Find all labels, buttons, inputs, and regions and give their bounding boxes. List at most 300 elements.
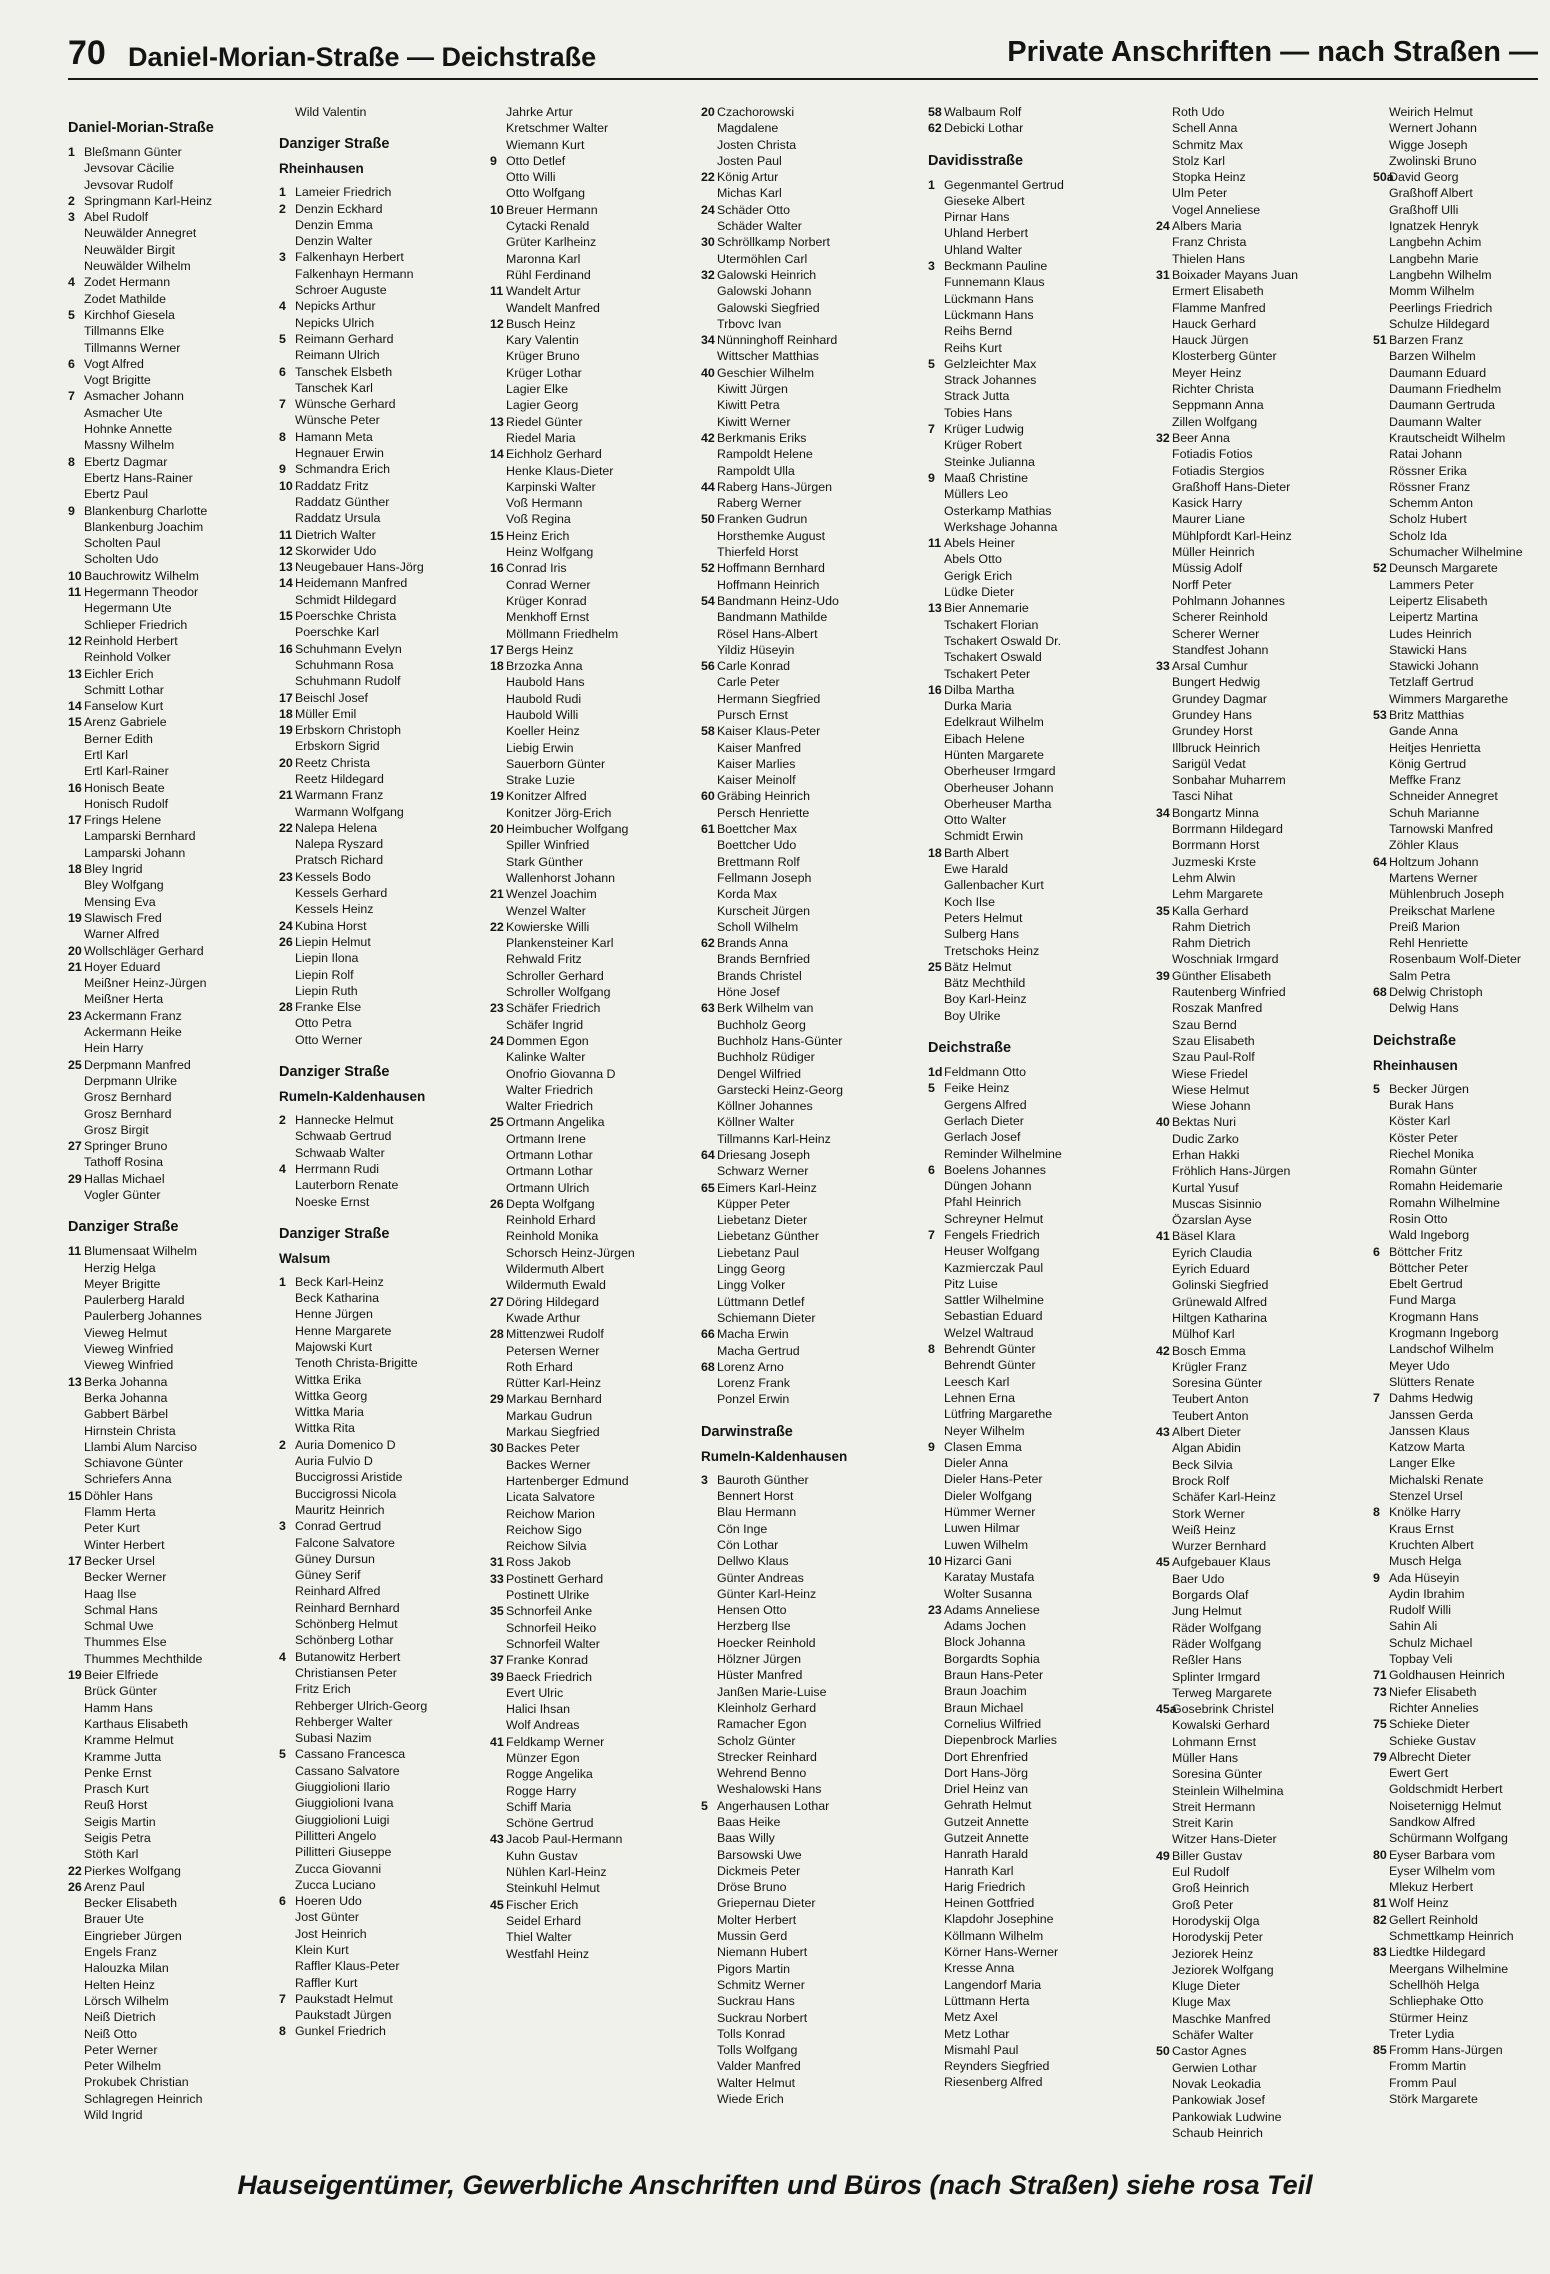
resident-entry — [1373, 1651, 1548, 1667]
resident-name: Lagier Georg — [506, 398, 579, 413]
resident-entry — [68, 1683, 280, 1699]
resident-entry — [279, 1486, 491, 1502]
house-number: 15 — [68, 715, 82, 730]
resident-name: Blau Hermann — [717, 1505, 797, 1520]
resident-entry — [701, 1310, 913, 1326]
resident-name: Raffler Klaus-Peter — [295, 1959, 400, 1974]
resident-name: Hensen Otto — [717, 1603, 787, 1618]
resident-name: Tanschek Karl — [295, 380, 373, 395]
resident-entry — [1373, 1374, 1548, 1390]
resident-entry — [701, 772, 913, 788]
resident-entry — [701, 1212, 913, 1228]
house-number: 16 — [279, 641, 293, 656]
house-number: 64 — [1373, 854, 1387, 869]
resident-entry — [490, 1326, 702, 1342]
resident-name: Bleßmann Günter — [84, 145, 182, 159]
resident-entry — [701, 2091, 913, 2107]
house-number: 11 — [928, 536, 942, 551]
resident-entry — [68, 1732, 280, 1748]
resident-name: Geschier Wilhelm — [717, 365, 815, 380]
resident-name: Kwade Arthur — [506, 1310, 581, 1325]
house-number: 26 — [490, 1196, 504, 1211]
resident-entry — [490, 1245, 702, 1261]
resident-entry — [68, 568, 280, 584]
resident-entry — [1156, 381, 1368, 397]
house-number: 61 — [701, 822, 715, 837]
resident-name: Schroer Auguste — [295, 283, 387, 298]
resident-name: Eul Rudolf — [1172, 1865, 1230, 1880]
house-number: 17 — [279, 690, 293, 705]
resident-entry — [1156, 283, 1368, 299]
resident-entry — [701, 1553, 913, 1569]
resident-entry — [1373, 1895, 1548, 1911]
resident-entry — [1373, 1602, 1548, 1618]
resident-name: Metz Lothar — [944, 2026, 1010, 2041]
resident-entry — [1156, 1310, 1368, 1326]
resident-entry — [1373, 1407, 1548, 1423]
resident-entry — [928, 1374, 1140, 1390]
resident-entry — [68, 1292, 280, 1308]
resident-name: Ortmann Lothar — [506, 1164, 593, 1179]
resident-name: Eichler Erich — [84, 666, 154, 681]
resident-name: Golinski Siegfried — [1172, 1278, 1269, 1293]
resident-entry — [490, 1799, 702, 1815]
street-heading: Deichstraße — [928, 1040, 1012, 1057]
resident-entry — [1156, 560, 1368, 576]
house-number: 24 — [490, 1033, 504, 1048]
resident-name: Falkenhayn Hermann — [295, 266, 414, 281]
resident-entry — [928, 1700, 1140, 1716]
resident-name: Sarigül Vedat — [1172, 756, 1246, 771]
resident-entry — [928, 1895, 1140, 1911]
resident-name: Reihs Bernd — [944, 324, 1013, 339]
resident-name: Kretschmer Walter — [506, 121, 609, 136]
resident-entry — [68, 1749, 280, 1765]
resident-entry — [68, 1537, 280, 1553]
resident-entry — [68, 698, 280, 714]
resident-name: Rehl Henriette — [1389, 936, 1469, 951]
resident-name: Reinhold Monika — [506, 1229, 599, 1244]
house-number: 1 — [279, 1274, 286, 1289]
resident-name: Reimann Ulrich — [295, 348, 380, 363]
resident-name: Giuggiolioni Ilario — [295, 1780, 391, 1795]
resident-name: Schumacher Wilhelmine — [1389, 545, 1523, 560]
resident-name: Schlagregen Heinrich — [84, 2091, 203, 2106]
resident-entry — [1373, 1570, 1548, 1586]
resident-entry — [1156, 1750, 1368, 1766]
resident-name: Sattler Wilhelmine — [944, 1293, 1044, 1308]
resident-entry — [1373, 1618, 1548, 1634]
resident-name: Schell Anna — [1172, 121, 1238, 136]
resident-entry — [928, 1243, 1140, 1259]
house-number: 63 — [701, 1001, 715, 1016]
resident-entry — [490, 740, 702, 756]
resident-entry — [490, 854, 702, 870]
house-number: 42 — [701, 430, 715, 445]
resident-entry — [490, 202, 702, 218]
resident-name: Tschakert Peter — [944, 666, 1031, 681]
column-3 — [490, 104, 702, 2164]
resident-name: Hannecke Helmut — [295, 1113, 394, 1128]
resident-name: Luwen Hilmar — [944, 1521, 1020, 1536]
resident-entry — [279, 2023, 491, 2039]
resident-entry — [1373, 837, 1548, 853]
resident-entry — [928, 437, 1140, 453]
resident-name: Nühlen Karl-Heinz — [506, 1865, 607, 1880]
resident-entry — [68, 1488, 280, 1504]
resident-name: Kiwitt Werner — [717, 414, 791, 429]
resident-entry — [928, 943, 1140, 959]
resident-entry — [928, 584, 1140, 600]
resident-name: Haag Ilse — [84, 1586, 137, 1601]
resident-entry — [1373, 2010, 1548, 2026]
resident-entry — [1373, 1390, 1548, 1406]
resident-name: Jevsovar Rudolf — [84, 177, 173, 192]
house-number: 3 — [68, 210, 75, 225]
resident-entry — [1373, 544, 1548, 560]
resident-entry — [490, 185, 702, 201]
resident-name: Warner Alfred — [84, 927, 160, 942]
resident-entry — [1156, 1603, 1368, 1619]
resident-name: Daumann Walter — [1389, 414, 1482, 429]
resident-name: Hermann Siegfried — [717, 691, 821, 706]
resident-entry — [1156, 1489, 1368, 1505]
resident-name: Grosz Bernhard — [84, 1106, 172, 1121]
resident-name: Leesch Karl — [944, 1374, 1010, 1389]
resident-name: Böttcher Peter — [1389, 1260, 1469, 1275]
house-number: 5 — [279, 1747, 286, 1762]
resident-name: Boelens Johannes — [944, 1162, 1046, 1177]
resident-name: Maaß Christine — [944, 470, 1029, 485]
resident-entry — [1156, 2092, 1368, 2108]
house-number: 2 — [279, 201, 286, 216]
resident-entry — [1373, 153, 1548, 169]
resident-name: Poerschke Christa — [295, 609, 397, 624]
resident-entry — [1156, 1326, 1368, 1342]
house-number: 23 — [928, 1602, 942, 1617]
resident-name: Steinlein Wilhelmina — [1172, 1783, 1284, 1798]
resident-entry — [1373, 1912, 1548, 1928]
resident-entry — [1373, 658, 1548, 674]
resident-name: Wild Ingrid — [84, 2108, 143, 2123]
resident-entry — [490, 1066, 702, 1082]
house-number: 13 — [928, 601, 942, 616]
resident-entry — [279, 657, 491, 673]
resident-name: Tillmanns Elke — [84, 324, 165, 339]
resident-name: Maronna Karl — [506, 251, 581, 266]
resident-entry — [928, 2026, 1140, 2042]
resident-name: Dieler Wolfgang — [944, 1488, 1032, 1503]
resident-name: Markau Siegfried — [506, 1425, 600, 1440]
resident-name: Kiwitt Petra — [717, 398, 780, 413]
resident-name: Zucca Luciano — [295, 1877, 376, 1892]
resident-entry — [68, 763, 280, 779]
resident-entry — [68, 1520, 280, 1536]
resident-entry — [1373, 1993, 1548, 2009]
resident-name: Flamm Herta — [84, 1505, 156, 1520]
resident-entry — [68, 1879, 280, 1895]
resident-name: Richter Christa — [1172, 382, 1254, 397]
resident-entry — [279, 1128, 491, 1144]
resident-name: Denzin Emma — [295, 217, 373, 232]
resident-entry — [68, 1455, 280, 1471]
resident-entry — [279, 1649, 491, 1665]
resident-entry — [68, 1569, 280, 1585]
resident-name: Wald Ingeborg — [1389, 1228, 1470, 1243]
resident-name: Teubert Anton — [1172, 1408, 1249, 1423]
house-number: 58 — [701, 724, 715, 739]
resident-entry — [68, 1993, 280, 2009]
resident-entry — [279, 983, 491, 999]
resident-name: Dröse Bruno — [717, 1880, 787, 1895]
resident-entry — [490, 120, 702, 136]
resident-name: Llambi Alum Narciso — [84, 1439, 197, 1454]
resident-entry — [279, 771, 491, 787]
resident-entry — [1373, 1733, 1548, 1749]
house-number: 5 — [279, 331, 286, 346]
resident-entry — [928, 1749, 1140, 1765]
resident-name: Britz Matthias — [1389, 707, 1465, 722]
resident-entry — [279, 559, 491, 575]
resident-entry — [490, 1929, 702, 1945]
resident-name: Stork Werner — [1172, 1506, 1245, 1521]
house-number: 41 — [490, 1734, 504, 1749]
resident-entry — [701, 1781, 913, 1797]
resident-entry — [68, 2026, 280, 2042]
resident-entry — [279, 1730, 491, 1746]
resident-entry — [68, 812, 280, 828]
resident-name: Asmacher Johann — [84, 389, 184, 404]
resident-name: Gergens Alfred — [944, 1097, 1027, 1112]
resident-entry — [928, 1146, 1140, 1162]
resident-entry — [279, 298, 491, 314]
house-number: 7 — [1373, 1391, 1380, 1406]
resident-entry — [1156, 1994, 1368, 2010]
house-number: 24 — [279, 918, 293, 933]
resident-entry — [490, 1489, 702, 1505]
house-number: 52 — [701, 561, 715, 576]
house-number: 5 — [1373, 1081, 1380, 1096]
resident-name: Graßhoff Hans-Dieter — [1172, 479, 1291, 494]
resident-name: Postinett Gerhard — [506, 1571, 604, 1586]
resident-name: Weirich Helmut — [1389, 105, 1473, 119]
house-number: 3 — [279, 1519, 286, 1534]
resident-entry — [279, 1437, 491, 1453]
resident-name: Niemann Hubert — [717, 1945, 808, 1960]
resident-name: Raddatz Ursula — [295, 511, 381, 526]
house-number: 21 — [490, 887, 504, 902]
house-number: 20 — [490, 822, 504, 837]
resident-entry — [68, 910, 280, 926]
resident-name: Rogge Angelika — [506, 1767, 593, 1782]
resident-entry — [279, 217, 491, 233]
resident-name: Scholz Hubert — [1389, 512, 1467, 527]
resident-name: Grosz Bernhard — [84, 1090, 172, 1105]
resident-entry — [68, 1667, 280, 1683]
resident-name: Franz Christa — [1172, 235, 1247, 250]
house-number: 52 — [1373, 561, 1387, 576]
resident-entry — [490, 169, 702, 185]
resident-entry — [701, 528, 913, 544]
resident-name: Fischer Erich — [506, 1897, 579, 1912]
resident-entry — [490, 300, 702, 316]
resident-entry — [701, 2010, 913, 2026]
resident-entry — [928, 1439, 1140, 1455]
resident-name: Giuggiolioni Ivana — [295, 1796, 394, 1811]
resident-name: Ponzel Erwin — [717, 1392, 790, 1407]
house-number: 6 — [279, 364, 286, 379]
resident-name: Gabbert Bärbel — [84, 1407, 169, 1422]
resident-entry — [1373, 560, 1548, 576]
resident-entry — [1373, 332, 1548, 348]
resident-name: Meyer Udo — [1389, 1358, 1450, 1373]
resident-name: Ertl Karl — [84, 747, 129, 762]
resident-name: Prokubek Christian — [84, 2075, 189, 2090]
resident-name: Wünsche Gerhard — [295, 397, 396, 412]
resident-name: Lückmann Hans — [944, 307, 1034, 322]
resident-name: Delwig Hans — [1389, 1001, 1459, 1016]
resident-name: Cytacki Renald — [506, 219, 590, 234]
resident-name: Wiede Erich — [717, 2092, 784, 2107]
resident-entry — [701, 2075, 913, 2091]
resident-name: Wittscher Matthias — [717, 349, 819, 364]
house-number: 30 — [701, 235, 715, 250]
house-number: 14 — [68, 699, 82, 714]
house-number: 16 — [928, 682, 942, 697]
resident-entry — [1156, 1685, 1368, 1701]
resident-name: Schiavone Günter — [84, 1456, 184, 1471]
resident-name: Baeck Friedrich — [506, 1669, 593, 1684]
resident-entry — [1156, 1147, 1368, 1163]
resident-entry — [279, 1502, 491, 1518]
resident-entry — [279, 624, 491, 640]
resident-entry — [68, 682, 280, 698]
resident-name: Ewert Gert — [1389, 1766, 1449, 1781]
resident-entry — [928, 372, 1140, 388]
resident-entry — [490, 707, 702, 723]
resident-name: Weshalowski Hans — [717, 1782, 822, 1797]
resident-entry — [279, 510, 491, 526]
resident-entry — [1156, 137, 1368, 153]
resident-entry — [1156, 1343, 1368, 1359]
column-7 — [1373, 104, 1548, 2164]
resident-entry — [928, 1129, 1140, 1145]
resident-name: Lameier Friedrich — [295, 185, 392, 200]
resident-name: Peters Helmut — [944, 910, 1023, 925]
resident-entry — [279, 1828, 491, 1844]
resident-entry — [490, 1310, 702, 1326]
resident-name: Scholl Wilhelm — [717, 919, 799, 934]
resident-name: Bandmann Heinz-Udo — [717, 593, 839, 608]
resident-name: Rehwald Fritz — [506, 952, 582, 967]
resident-name: Woschniak Irmgard — [1172, 952, 1279, 967]
resident-entry — [928, 975, 1140, 991]
resident-name: Halici Ihsan — [506, 1702, 571, 1717]
resident-entry — [701, 1033, 913, 1049]
resident-entry — [928, 1390, 1140, 1406]
running-head-left: Daniel-Morian-Straße — Deichstraße — [128, 42, 597, 72]
resident-entry — [1373, 1928, 1548, 1944]
resident-name: Seppmann Anna — [1172, 398, 1264, 413]
resident-name: Grundey Dagmar — [1172, 691, 1268, 706]
resident-name: Reinhold Volker — [84, 650, 171, 665]
resident-name: Horodyskij Olga — [1172, 1913, 1260, 1928]
resident-name: Liebig Erwin — [506, 740, 574, 755]
resident-name: Springmann Karl-Heinz — [84, 193, 213, 208]
resident-name: Schreyner Helmut — [944, 1211, 1044, 1226]
resident-name: Hanrath Karl — [944, 1863, 1014, 1878]
resident-entry — [490, 1717, 702, 1733]
resident-entry — [1373, 414, 1548, 430]
resident-name: Fromm Martin — [1389, 2059, 1467, 2074]
resident-entry — [1156, 1913, 1368, 1929]
resident-name: Rössner Erika — [1389, 463, 1467, 478]
directory-columns — [68, 104, 1543, 2164]
resident-name: Denzin Eckhard — [295, 201, 383, 216]
resident-entry — [701, 1830, 913, 1846]
resident-name: Gutzeit Annette — [944, 1830, 1029, 1845]
resident-name: Ramacher Egon — [717, 1717, 807, 1732]
resident-entry — [1373, 1276, 1548, 1292]
resident-name: Pierkes Wolfgang — [84, 1863, 181, 1878]
resident-entry — [701, 430, 913, 446]
resident-entry — [1156, 1799, 1368, 1815]
resident-name: Gerigk Erich — [944, 568, 1013, 583]
house-number: 6 — [928, 1162, 935, 1177]
resident-name: Köster Peter — [1389, 1130, 1458, 1145]
resident-name: Möllmann Friedhelm — [506, 626, 619, 641]
resident-entry — [701, 1667, 913, 1683]
resident-entry — [68, 1716, 280, 1732]
resident-entry — [928, 1260, 1140, 1276]
resident-entry — [701, 1863, 913, 1879]
resident-name: Reuß Horst — [84, 1798, 148, 1813]
resident-name: Hallas Michael — [84, 1171, 165, 1186]
resident-name: Kraus Ernst — [1389, 1521, 1454, 1536]
resident-name: Berner Edith — [84, 731, 153, 746]
resident-entry — [928, 405, 1140, 421]
house-number: 9 — [928, 470, 935, 485]
resident-name: Richter Annelies — [1389, 1700, 1479, 1715]
resident-entry — [1373, 1521, 1548, 1537]
resident-entry — [1156, 1701, 1368, 1717]
resident-entry — [1156, 202, 1368, 218]
resident-entry — [1156, 1114, 1368, 1130]
resident-name: Rahm Dietrich — [1172, 936, 1251, 951]
resident-entry — [490, 1033, 702, 1049]
resident-name: Eibach Helene — [944, 731, 1025, 746]
resident-entry — [1373, 1847, 1548, 1863]
resident-entry — [490, 805, 702, 821]
street-heading: Davidisstraße — [928, 152, 1024, 169]
resident-name: Vieweg Helmut — [84, 1325, 168, 1340]
resident-entry — [1373, 1358, 1548, 1374]
resident-name: Beck Katharina — [295, 1291, 380, 1306]
resident-name: Dort Ehrenfried — [944, 1749, 1029, 1764]
resident-name: Stenzel Ursel — [1389, 1489, 1463, 1504]
house-number: 5 — [928, 1081, 935, 1096]
resident-name: Stolz Karl — [1172, 153, 1226, 168]
resident-name: Beckmann Pauline — [944, 259, 1048, 274]
resident-entry — [1156, 300, 1368, 316]
resident-entry — [1373, 316, 1548, 332]
resident-entry — [928, 1667, 1140, 1683]
resident-name: Katzow Marta — [1389, 1440, 1465, 1455]
resident-name: Reetz Hildegard — [295, 771, 384, 786]
resident-entry — [701, 674, 913, 690]
resident-name: Rogge Harry — [506, 1783, 577, 1798]
house-number: 5 — [701, 1798, 708, 1813]
